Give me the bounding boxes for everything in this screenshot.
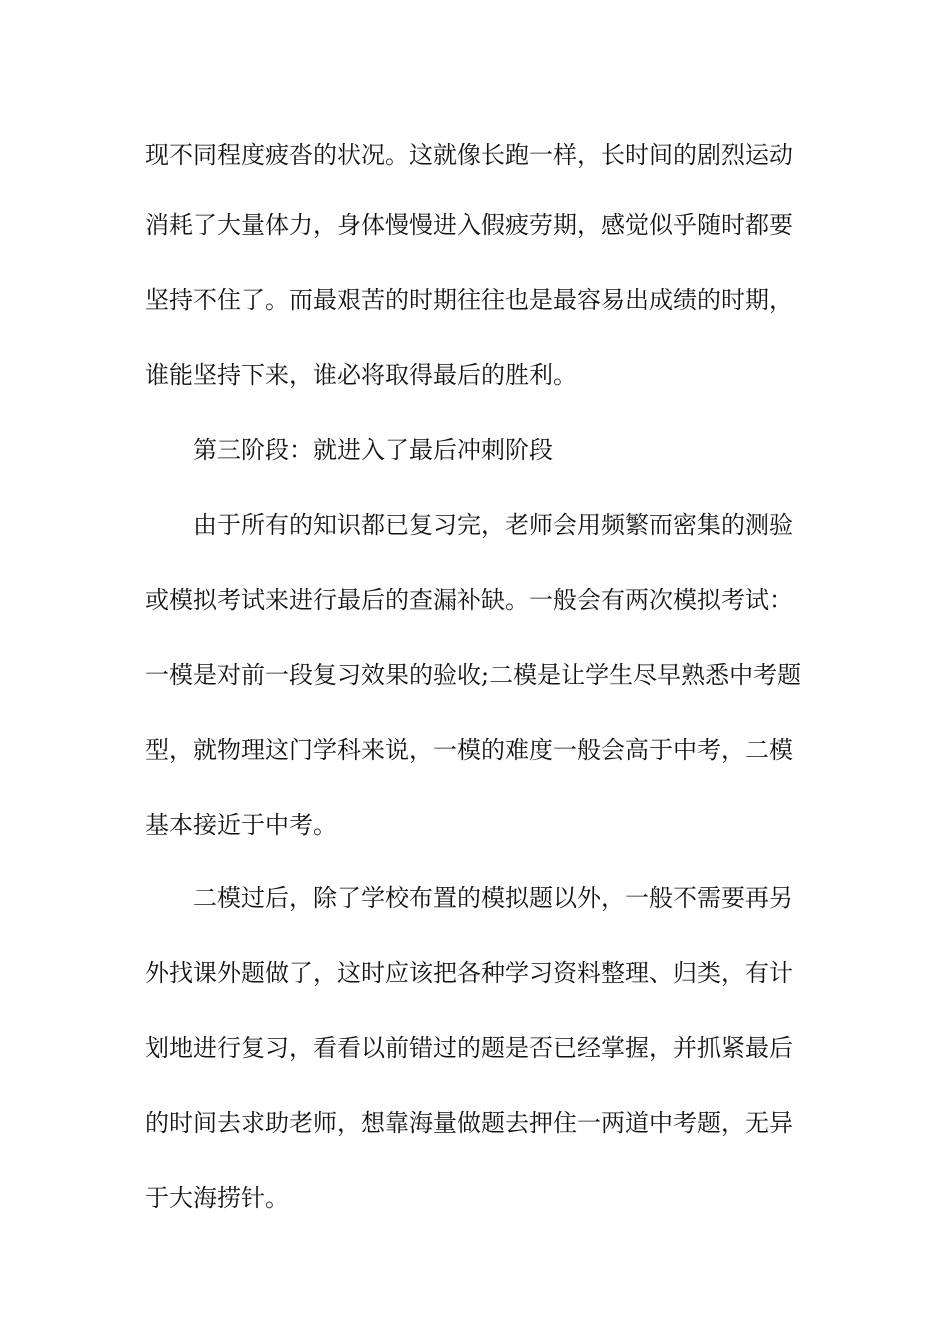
text-line: 消耗了大量体力，身体慢慢进入假疲劳期，感觉似乎随时都要 <box>145 211 793 239</box>
text-line: 的时间去求助老师，想靠海量做题去押住一两道中考题，无异 <box>145 1109 793 1137</box>
text-line: 二模过后，除了学校布置的模拟题以外，一般不需要再另 <box>193 884 793 912</box>
text-line: 于大海捞针。 <box>145 1184 289 1212</box>
text-line: 谁能坚持下来，谁必将取得最后的胜利。 <box>145 361 577 389</box>
text-line: 一模是对前一段复习效果的验收;二模是让学生尽早熟悉中考题 <box>145 661 802 689</box>
text-line: 划地进行复习，看看以前错过的题是否已经掌握，并抓紧最后 <box>145 1034 793 1062</box>
text-line: 坚持不住了。而最艰苦的时期往往也是最容易出成绩的时期， <box>145 286 793 314</box>
text-line: 或模拟考试来进行最后的查漏补缺。一般会有两次模拟考试： <box>145 586 793 614</box>
text-line: 现不同程度疲沓的状况。这就像长跑一样，长时间的剧烈运动 <box>145 141 793 169</box>
section-heading: 第三阶段：就进入了最后冲刺阶段 <box>193 436 553 464</box>
text-line: 型，就物理这门学科来说，一模的难度一般会高于中考，二模 <box>145 736 793 764</box>
text-line: 基本接近于中考。 <box>145 811 337 839</box>
text-line: 外找课外题做了，这时应该把各种学习资料整理、归类，有计 <box>145 959 793 987</box>
text-line: 由于所有的知识都已复习完，老师会用频繁而密集的测验 <box>193 511 793 539</box>
